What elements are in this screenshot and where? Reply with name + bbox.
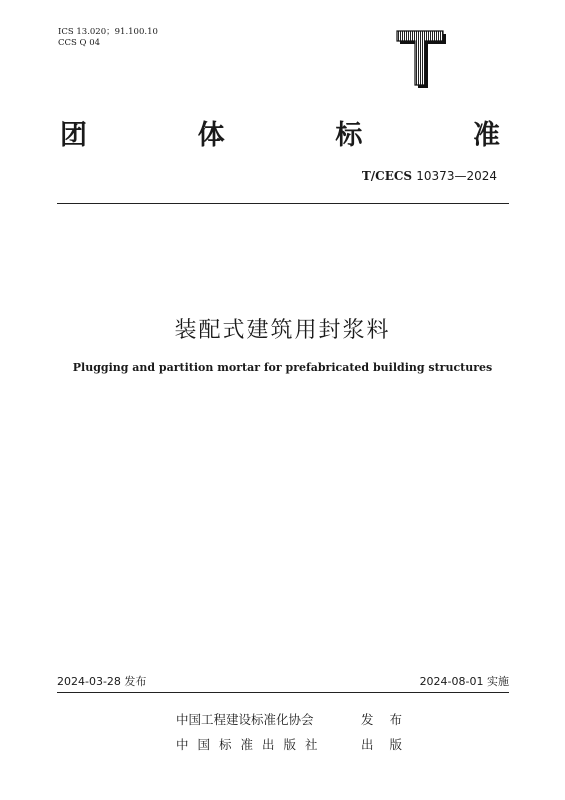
- title-chinese: 装配式建筑用封浆料: [174, 318, 391, 343]
- publisher-org: 中国标准出版社: [176, 737, 327, 752]
- standard-number-value: 10373—2024: [416, 169, 497, 183]
- ccs-code: CCS Q 04: [58, 38, 101, 48]
- standard-number: [362, 169, 497, 183]
- publisher-row: [176, 710, 408, 728]
- standard-number-prefix: T/CECS: [361, 169, 413, 183]
- header-divider: [57, 203, 509, 204]
- publish-date: 2024-03-28 发布: [57, 675, 147, 688]
- standard-type: [60, 113, 500, 152]
- standard-type-char: 标: [335, 120, 363, 151]
- ics-code: ICS 13.020；91.100.10: [58, 27, 158, 37]
- publisher-action: 发 布: [361, 712, 408, 727]
- publisher-action: 出 版: [361, 737, 408, 752]
- classification-codes: [58, 27, 158, 49]
- standard-type-char: 体: [197, 120, 225, 151]
- title-english: Plugging and partition mortar for prefabricated building structures: [72, 361, 493, 374]
- logo-letter: T: [396, 28, 397, 29]
- publisher-row: [176, 735, 408, 753]
- publisher-org: 中国工程建设标准化协会: [176, 712, 314, 727]
- t-logo-icon: [396, 28, 448, 90]
- standard-type-char: 团: [60, 120, 87, 151]
- implement-date: 2024-08-01 实施: [419, 675, 509, 688]
- footer-divider: [57, 692, 509, 693]
- standard-type-char: 准: [472, 120, 500, 151]
